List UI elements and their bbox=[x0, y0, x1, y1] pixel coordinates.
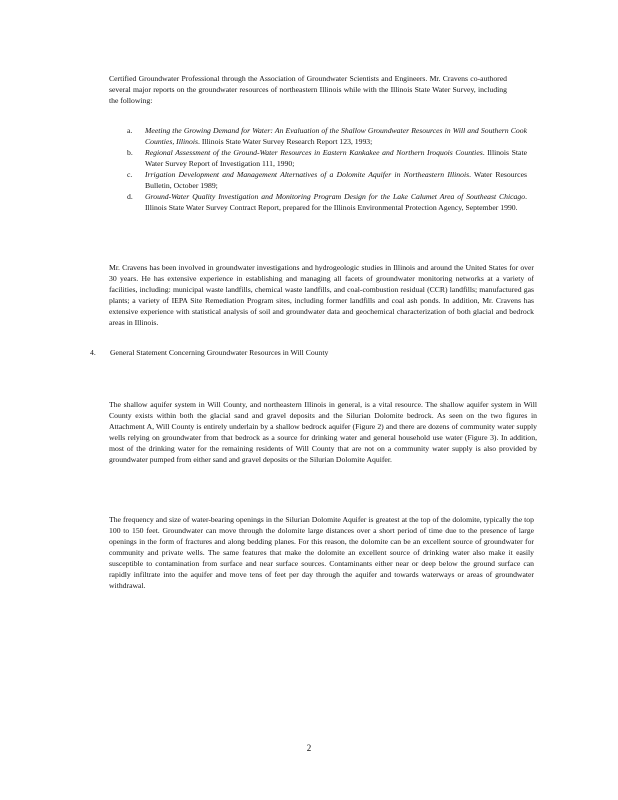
report-title: Irrigation Development and Management Alternatives of a Dolomite Aquifer in Northeastern Illinois bbox=[145, 170, 470, 179]
page-number: 2 bbox=[306, 743, 312, 753]
report-details: . Illinois State Water Survey Research Report 123, 1993; bbox=[197, 137, 373, 146]
report-title: Meeting the Growing Demand for Water: An Evaluation of the Shallow Groundwater Resources in Will and Southern Cook Counties, Illinois bbox=[145, 126, 527, 146]
report-title: Ground-Water Quality Investigation and Monitoring Program Design for the Lake Calumet Area of Southeast Chicago bbox=[145, 192, 526, 201]
report-marker: c. bbox=[127, 170, 133, 179]
report-item bbox=[127, 191, 527, 213]
frequency-paragraph bbox=[109, 514, 534, 591]
report-details: . Illinois State Water Survey Report of Investigation 111, 1990; bbox=[145, 148, 527, 168]
report-marker: d. bbox=[127, 192, 133, 201]
report-marker: a. bbox=[127, 126, 133, 135]
report-item bbox=[127, 169, 527, 191]
report-details: . Illinois State Water Survey Contract Report, prepared for the Illinois Environmental Protection Agency, September 1990. bbox=[145, 192, 527, 212]
report-title: Regional Assessment of the Ground-Water Resources in Eastern Kankakee and Northern Iroquois Counties bbox=[145, 148, 483, 157]
aquifer-paragraph bbox=[109, 399, 537, 465]
intro-paragraph bbox=[109, 73, 507, 106]
frequency-text: The frequency and size of water-bearing openings in the Silurian Dolomite Aquifer is greatest at the top of the dolomite, typically the top 100 to 150 feet. Groundwater can move through the dolomite large distances over a short period of time due to the presence of large openings in the form of fractures and along bedding planes. For this reason, the dolomite can be an excellent source of groundwater for community and private wells. The same features that make the dolomite an excellent source of drinking water also make it easily susceptible to contamination from surface and near surface sources. Contaminants either near or deep below the ground surface can rapidly infiltrate into the aquifer and move tens of feet per day through the aquifer and towards waterways or areas of groundwater withdrawal. bbox=[109, 515, 534, 590]
report-item bbox=[127, 125, 527, 147]
intro-text: Certified Groundwater Professional through the Association of Groundwater Scientists and Engineers. Mr. Cravens co-authored several major reports on the groundwater resources of northeastern Illinois while with the Illinois State Water Survey, including the following: bbox=[109, 74, 507, 105]
experience-paragraph bbox=[109, 262, 534, 328]
section-number: 4. bbox=[90, 348, 96, 357]
report-details: . Water Resources Bulletin, October 1989; bbox=[145, 170, 527, 190]
reports-list bbox=[127, 125, 527, 213]
experience-text: Mr. Cravens has been involved in groundwater investigations and hydrogeologic studies in Illinois and around the United States for over 30 years. He has extensive experience in establishing and managing all facets of groundwater monitoring networks at a variety of facilities, including: municipal waste landfills, chemical waste landfills, and coal-combustion residual (CCR) landfills; manufactured gas plants; a variety of IEPA Site Remediation Program sites, including former landfills and coal ash ponds. In addition, Mr. Cravens has extensive experience with statistical analysis of soil and groundwater data and geochemical characterization of both glacial and bedrock areas in Illinois. bbox=[109, 263, 534, 327]
report-item bbox=[127, 147, 527, 169]
section-title: General Statement Concerning Groundwater Resources in Will County bbox=[110, 348, 329, 357]
aquifer-text: The shallow aquifer system in Will County, and northeastern Illinois in general, is a vital resource. The shallow aquifer system in Will County exists within both the glacial sand and gravel deposits and the Silurian Dolomite bedrock. As seen on the two figures in Attachment A, Will County is entirely underlain by a shallow bedrock aquifer (Figure 2) and there are dozens of community water supply wells relying on groundwater from that bedrock as a source for drinking water and general household use water (Figure 3). In addition, most of the drinking water for the remaining residents of Will County that are not on a community water supply is also provided by groundwater pumped from either sand and gravel deposits or the Silurian Dolomite Aquifer. bbox=[109, 400, 537, 464]
report-marker: b. bbox=[127, 148, 133, 157]
